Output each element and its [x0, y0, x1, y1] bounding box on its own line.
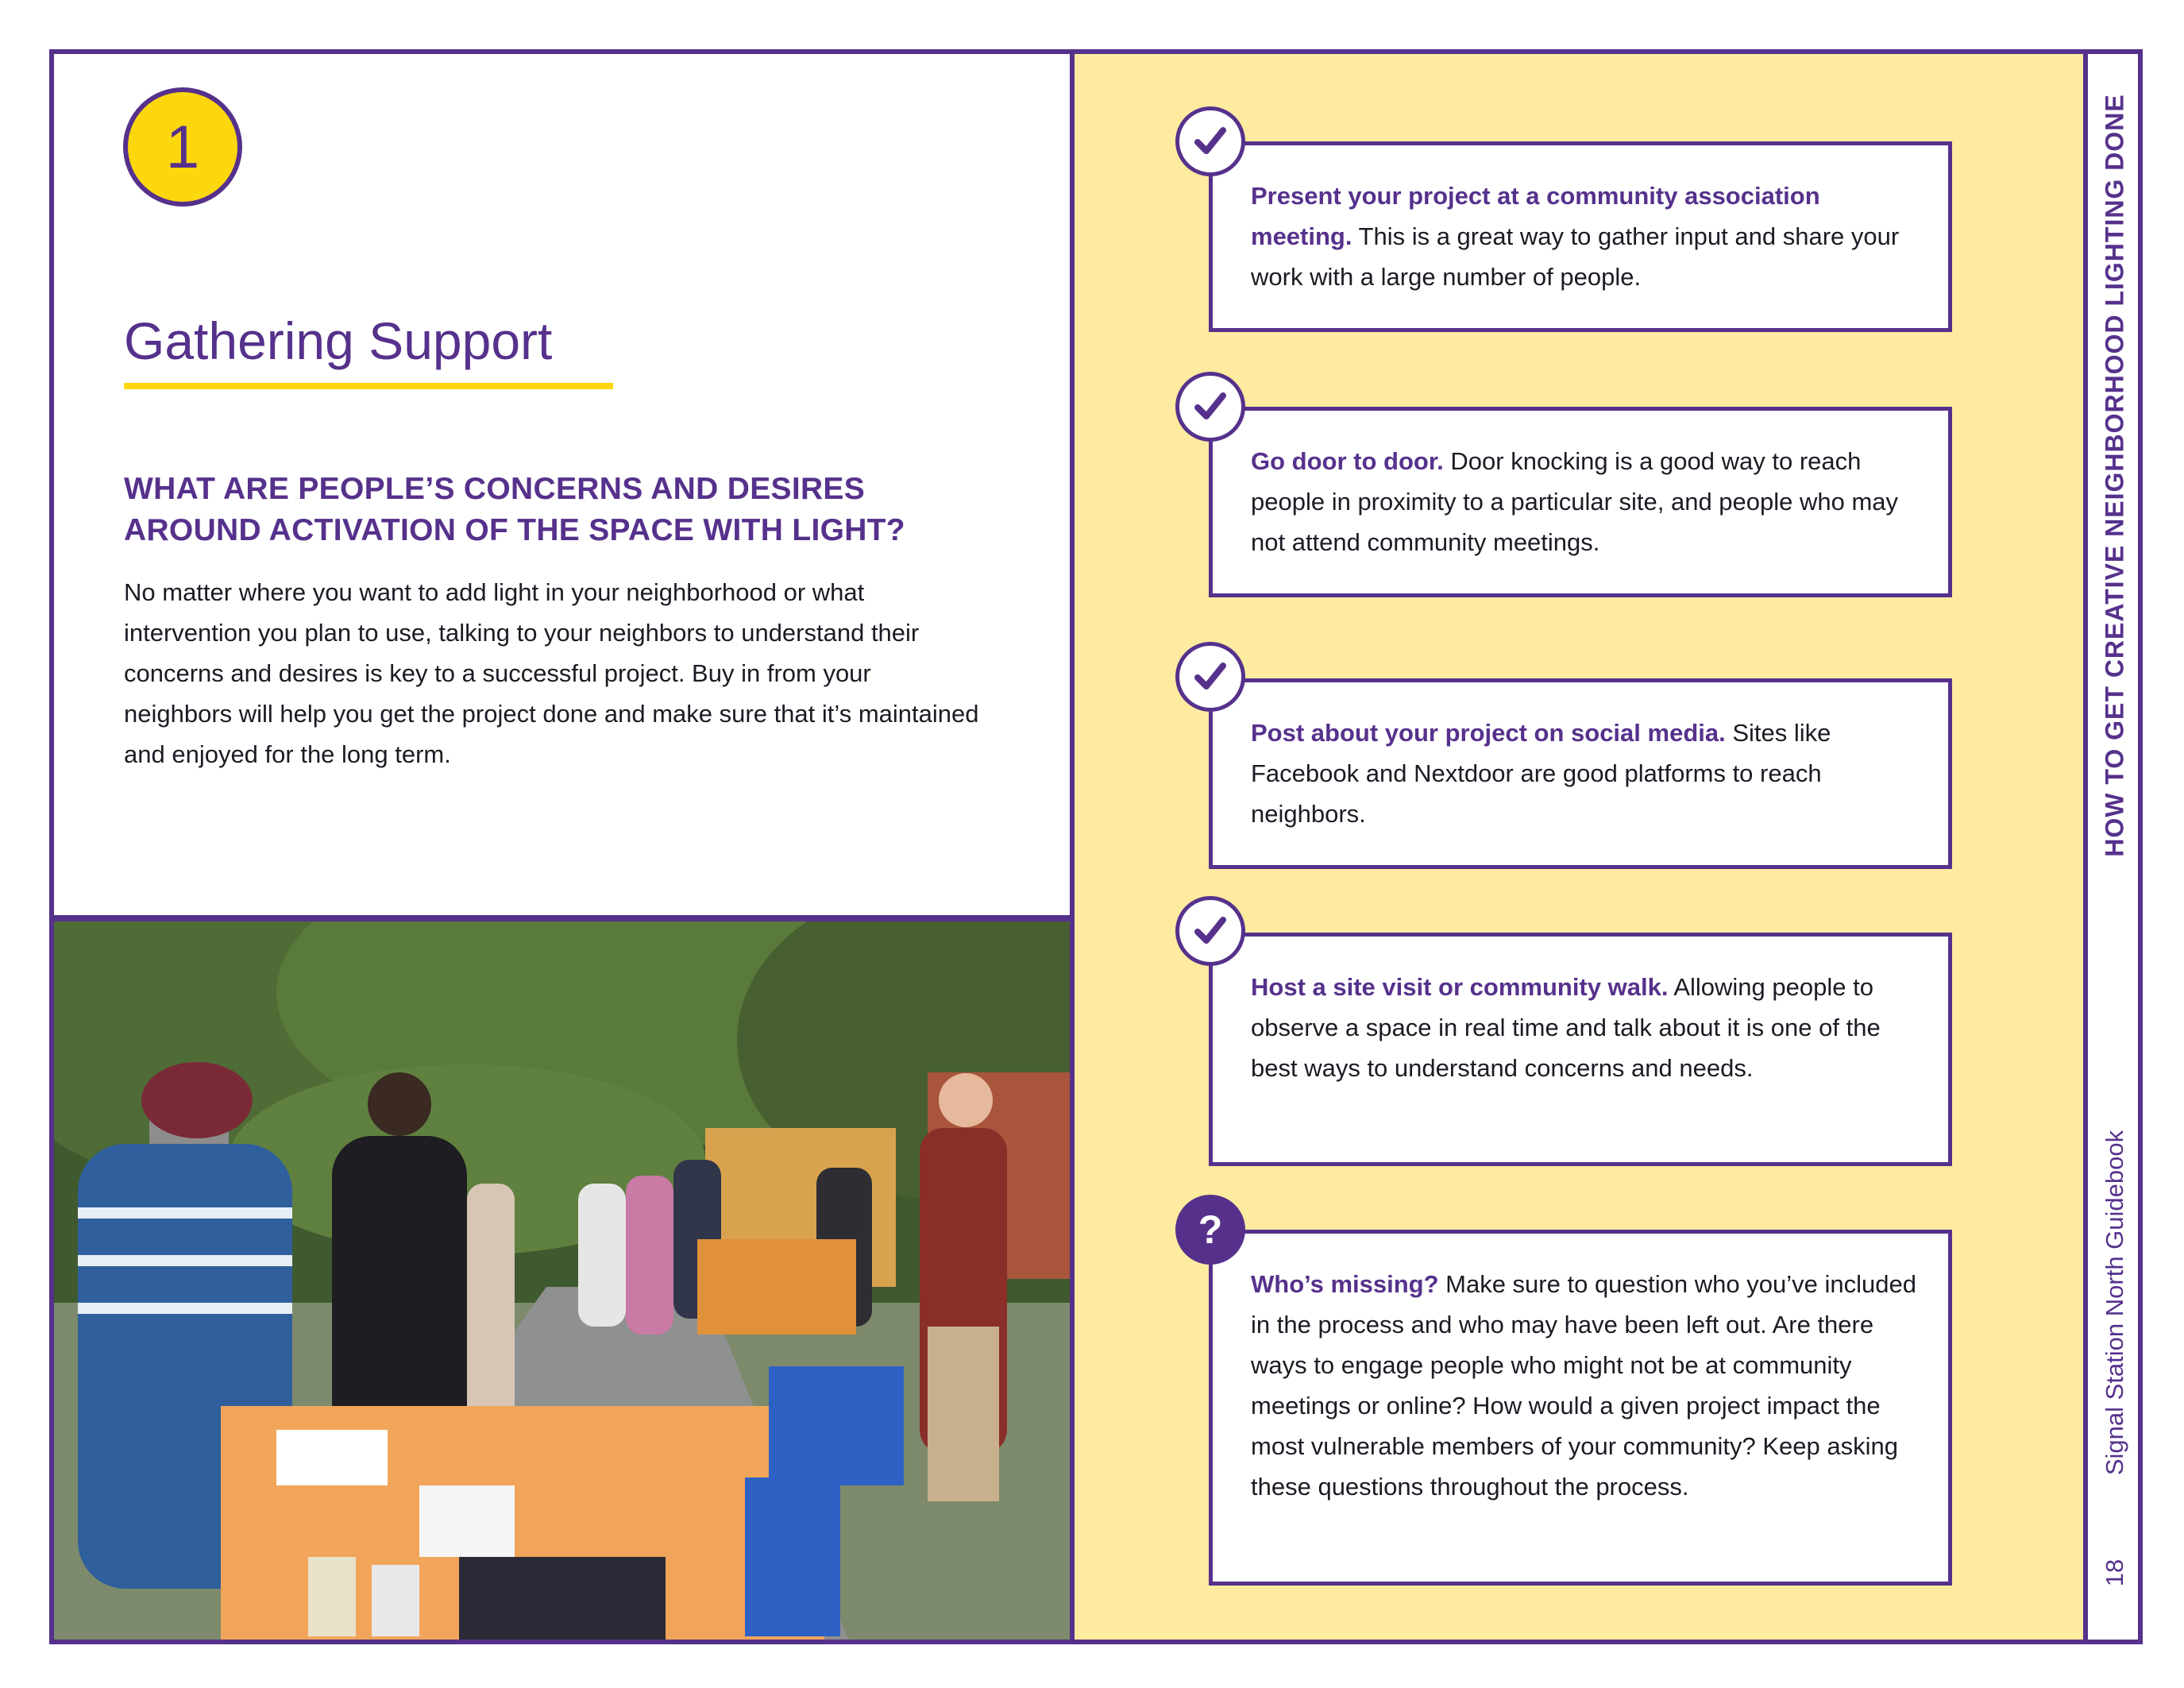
tip-card-heading: Who’s missing? — [1251, 1270, 1439, 1298]
running-header-text: HOW TO GET CREATIVE NEIGHBORHOOD LIGHTING DONE — [2100, 93, 2129, 857]
guidebook-title — [2087, 1080, 2143, 1525]
section-number-badge — [123, 87, 242, 207]
check-icon — [1175, 106, 1245, 176]
tip-card-text: Allowing people to observe a space in real time and talk about it is one of the best ways to understand concerns and needs. — [1251, 973, 1881, 1082]
guidebook-title-text: Signal Station North Guidebook — [2101, 1130, 2128, 1476]
section-title: Gathering Support — [124, 311, 553, 370]
tip-card-heading: Post about your project on social media. — [1251, 719, 1726, 747]
tip-card-heading: Present your project at a community association meeting. — [1251, 182, 1820, 250]
tip-card-text: Make sure to question who you’ve included in the process and who may have been left out. Are there ways to engage people who might not be at community meetings or online? How would a given project impact the most vulnerable members of your community? Keep asking these questions throughout the process. — [1251, 1270, 1916, 1501]
running-header — [2087, 54, 2143, 896]
tip-card-heading: Go door to door. — [1251, 447, 1444, 475]
question-icon — [1175, 1195, 1245, 1265]
page-number — [2087, 1549, 2143, 1597]
tip-card-community-meeting — [1209, 141, 1952, 332]
tip-card-site-visit — [1209, 933, 1952, 1166]
section-number: 1 — [165, 113, 200, 181]
subheading-line-1: WHAT ARE PEOPLE’S CONCERNS AND DESIRES — [124, 472, 866, 506]
question-glyph: ? — [1198, 1207, 1223, 1252]
tip-card-text: This is a great way to gather input and share your work with a large number of people. — [1251, 222, 1900, 291]
subheading-line-2: AROUND ACTIVATION OF THE SPACE WITH LIGHT? — [124, 513, 905, 547]
section-subheading — [124, 469, 1021, 551]
tip-card-social-media — [1209, 678, 1952, 869]
tip-card-text: Door knocking is a good way to reach people in proximity to a particular site, and people who may not attend community meetings. — [1251, 447, 1899, 556]
section-body: No matter where you want to add light in your neighborhood or what intervention you plan to use, talking to your neighbors to understand their concerns and desires is key to a successful project. Buy in from your neighbors will help you get the project done and make sure that it’s maintained and enjoyed for the long term. — [124, 578, 979, 768]
tip-card-door-to-door — [1209, 407, 1952, 597]
title-underline — [124, 383, 613, 389]
check-icon — [1175, 372, 1245, 442]
tip-card-whos-missing — [1209, 1230, 1952, 1586]
check-icon — [1175, 896, 1245, 966]
tip-card-text: Sites like Facebook and Nextdoor are good platforms to reach neighbors. — [1251, 719, 1831, 828]
tip-card-heading: Host a site visit or community walk. — [1251, 973, 1669, 1001]
page-number-text: 18 — [2100, 1559, 2128, 1587]
check-icon — [1175, 642, 1245, 712]
